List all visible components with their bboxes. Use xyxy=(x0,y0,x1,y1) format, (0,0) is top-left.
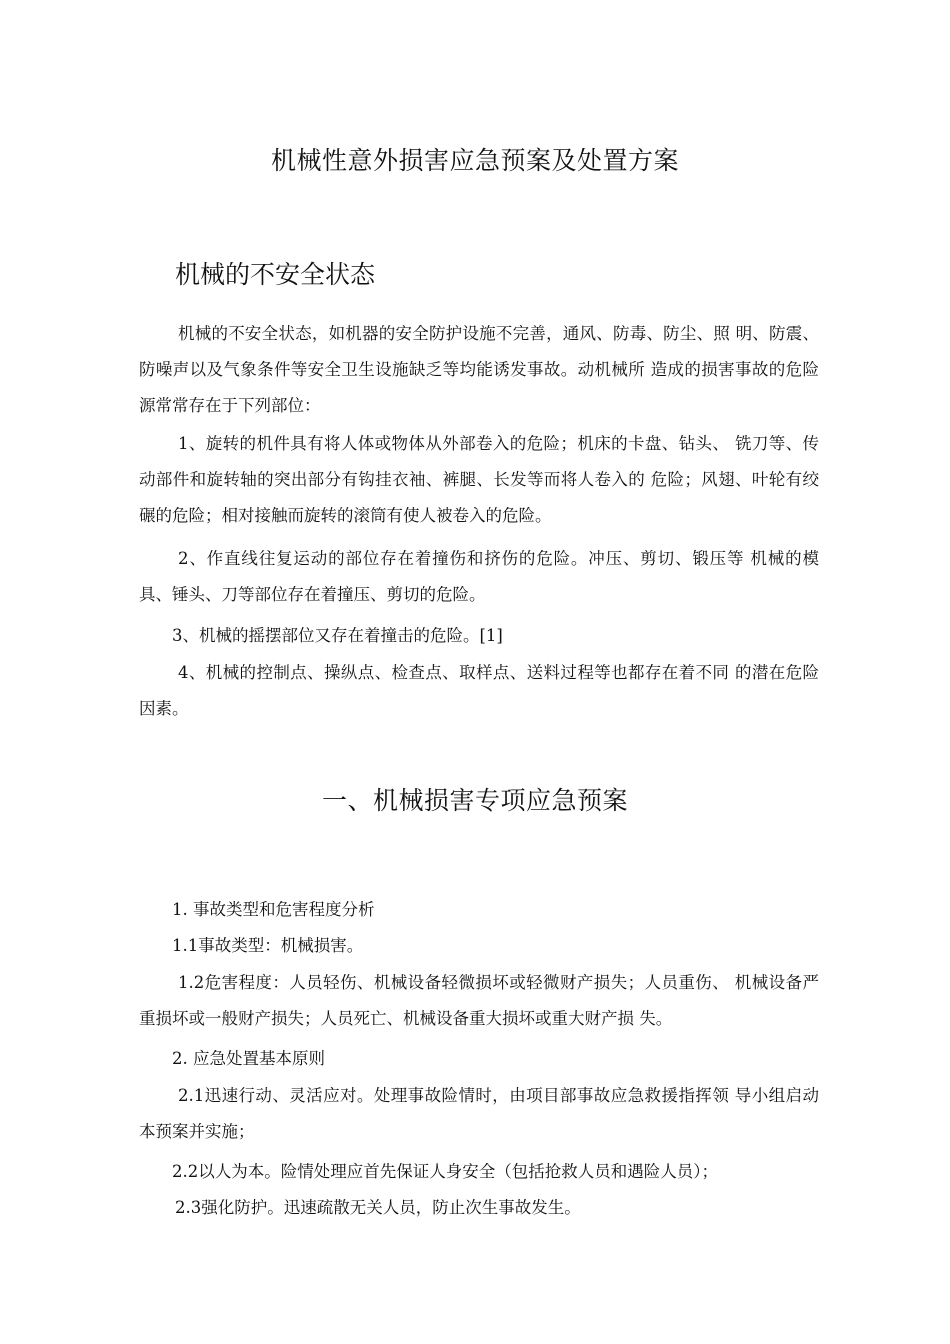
item-basic-principles: 2. 应急处置基本原则 xyxy=(172,1049,325,1068)
item-people-first: 2.2以人为本。险情处理应首先保证人身安全（包括抢救人员和遇险人员）； xyxy=(172,1162,718,1181)
hazard-linear-motion: 2、作直线往复运动的部位存在着撞伤和挤伤的危险。冲压、剪切、锻压等 机械的模具、锤头、刀等部位存在着撞压、剪切的危险。 xyxy=(139,549,819,604)
item-accident-analysis: 1. 事故类型和危害程度分析 xyxy=(172,900,375,919)
document-title: 机械性意外损害应急预案及处置方案 xyxy=(270,146,679,175)
item-protection: 2.3强化防护。迅速疏散无关人员，防止次生事故发生。 xyxy=(175,1198,581,1217)
hazard-control-points: 4、机械的控制点、操纵点、检查点、取样点、送料过程等也都存在着不同 的潜在危险因素。 xyxy=(139,663,819,718)
unsafe-state-intro: 机械的不安全状态，如机器的安全防护设施不完善，通风、防毒、防尘、照 明、防震、防噪声以及气象条件等安全卫生设施缺乏等均能诱发事故。动机械所 造成的损害事故的危险源常常存在于下列部位： xyxy=(139,324,819,415)
item-hazard-level: 1.2危害程度：人员轻伤、机械设备轻微损坏或轻微财产损失；人员重伤、 机械设备严重损坏或一般财产损失；人员死亡、机械设备重大损坏或重大财产损 失。 xyxy=(139,973,819,1028)
hazard-swinging-parts: 3、机械的摇摆部位又存在着撞击的危险。[1] xyxy=(172,626,503,645)
item-rapid-action: 2.1迅速行动、灵活应对。处理事故险情时，由项目部事故应急救援指挥领 导小组启动本预案并实施； xyxy=(139,1086,819,1141)
item-accident-type: 1.1事故类型：机械损害。 xyxy=(172,936,364,955)
unsafe-state-heading: 机械的不安全状态 xyxy=(175,260,376,289)
section-title: 一、机械损害专项应急预案 xyxy=(321,786,628,815)
hazard-rotating-parts: 1、旋转的机件具有将人体或物体从外部卷入的危险；机床的卡盘、钻头、 铣刀等、传动部件和旋转轴的突出部分有钩挂衣袖、裤腿、长发等而将人卷入的 危险；风翅、叶轮有绞碾的危险；相对接触而旋转的滚筒有使人被卷入的危险。 xyxy=(139,434,819,525)
